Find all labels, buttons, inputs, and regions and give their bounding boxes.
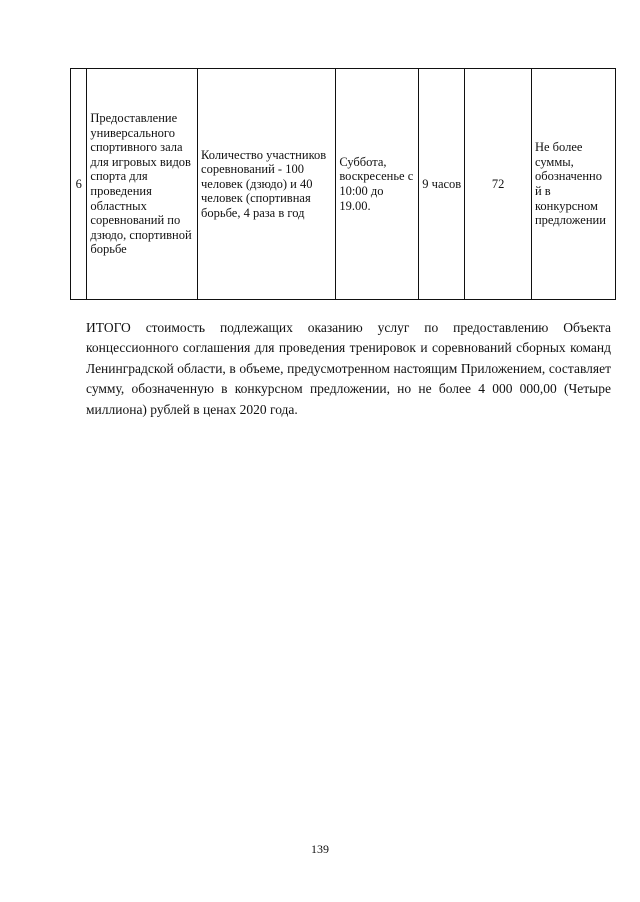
schedule-cell (336, 69, 419, 300)
row-number: 6 (75, 176, 82, 191)
summary-paragraph: ИТОГО стоимость подлежащих оказанию услуг по предоставлению Объекта концессионного соглашения для проведения тренировок и соревнований сборных команд Ленинградской области, в объеме, предусмотренном настоящим Приложением, составляет сумму, обозначенную в конкурсном предложении, но не более 4 000 000,00 (Четыре миллиона) рублей в ценах 2020 года. (86, 320, 611, 417)
row-number-cell (71, 69, 87, 300)
service-volume: Количество участников соревнований - 100 человек (дзюдо) и 40 человек (спортивная борьбе, 4 раза в год (201, 147, 327, 220)
count-cell (465, 69, 532, 300)
table-row (71, 69, 616, 300)
service-hours: 9 часов (422, 176, 462, 191)
volume-cell (198, 69, 336, 300)
service-schedule: Суббота, воскресенье с 10:00 до 19.00. (339, 154, 414, 213)
page-number: 139 (311, 842, 329, 856)
price-cell (531, 69, 615, 300)
service-count: 72 (491, 176, 505, 191)
service-name: Предоставление универсального спортивного зала для игровых видов спорта для проведения областных соревнований по дзюдо, спортивной борьбе (90, 111, 192, 257)
hours-cell (419, 69, 465, 300)
service-name-cell (87, 69, 198, 300)
services-table (70, 68, 616, 300)
service-price: Не более суммы, обозначенно й в конкурсном предложении (534, 140, 606, 228)
